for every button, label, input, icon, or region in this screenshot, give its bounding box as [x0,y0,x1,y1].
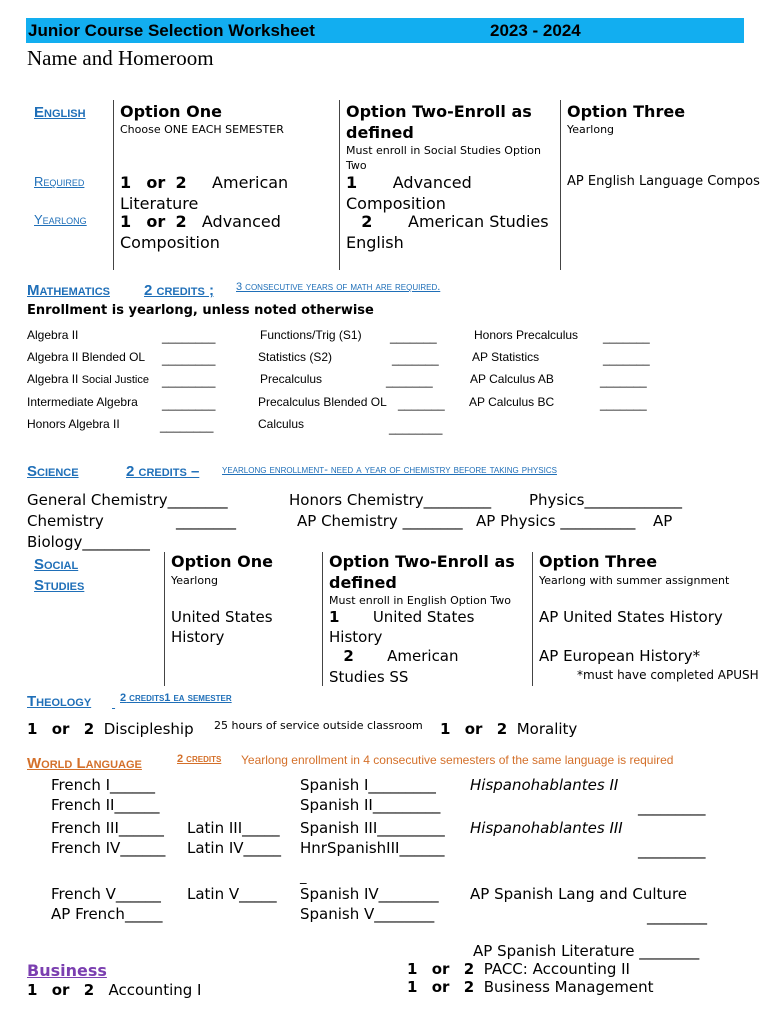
math-blank[interactable]: ________ [162,330,216,344]
theology-discipleship: 1 or 2 Discipleship [27,720,194,738]
math-course-algebra2: Algebra II [27,328,79,342]
lang-latin-3[interactable]: Latin III_____ [187,819,280,837]
english-option-one-line4: Composition [120,233,220,252]
math-course-ap-calculus-ab: AP Calculus AB [470,372,554,386]
lang-latin-4[interactable]: Latin IV_____ [187,839,282,857]
math-blank[interactable]: _______ [390,330,437,344]
math-heading: Mathematics [27,282,110,299]
english-required-label: Required [34,174,85,189]
english-option-one-line2: Literature [120,194,199,213]
math-course-precalculus-blended: Precalculus Blended OL [258,395,387,409]
theology-credits: 2 credits1 ea semester [120,692,232,704]
lang-french-4[interactable]: French IV______ [51,839,166,857]
math-blank[interactable]: _______ [603,330,650,344]
math-course-algebra2-sj: Algebra II Social Justice [27,372,149,386]
name-homeroom-label: Name and Homeroom [27,46,214,70]
social-option-two-line4: Studies SS [329,668,409,686]
math-blank[interactable]: ________ [162,374,216,388]
lang-stray-dash: _ [300,870,307,885]
social-option-one-line1: United States [171,608,273,626]
science-ap-biology-prefix: AP [653,512,673,530]
english-divider-2 [339,100,340,270]
lang-hispanohablantes-2-blank[interactable]: _________ [638,798,706,816]
lang-spanish-4[interactable]: Spanish IV________ [300,885,439,903]
english-option-three-line1: AP English Language Compos [567,174,760,189]
english-divider-1 [113,100,114,270]
math-blank[interactable]: ________ [162,352,216,366]
lang-honors-spanish-3[interactable]: HnrSpanishIII______ [300,839,445,857]
lang-french-3[interactable]: French III______ [51,819,164,837]
english-option-one-sub: Choose ONE EACH SEMESTER [120,123,284,136]
social-option-two-line3: 2 American [343,647,459,665]
science-biology[interactable]: Biology_________ [27,533,150,551]
english-yearlong-label: Yearlong [34,212,87,227]
social-option-three-note: *must have completed APUSH [577,668,759,682]
social-studies-heading-1: Social [34,556,79,573]
lang-ap-spanish-lang-blank[interactable]: ________ [647,907,707,925]
english-option-three-title: Option Three [567,102,686,121]
lang-ap-french[interactable]: AP French_____ [51,905,163,923]
english-option-two-sub-b: Two [346,159,367,172]
lang-french-1[interactable]: French I______ [51,776,156,794]
english-option-three-sub: Yearlong [567,123,615,136]
english-divider-3 [560,100,561,270]
english-option-one-line3: 1 or 2 Advanced [120,212,281,231]
science-credits: 2 credits – [126,463,200,480]
world-language-credits: 2 credits [177,753,222,765]
math-subheading: Enrollment is yearlong, unless noted otherwise [27,303,374,318]
science-ap-physics[interactable]: AP Physics __________ [476,512,636,530]
math-course-ap-statistics: AP Statistics [472,350,540,364]
social-option-two-title-a: Option Two-Enroll as [329,552,515,571]
english-option-two-title-a: Option Two-Enroll as [346,102,532,121]
english-option-two-title-b: defined [346,123,414,142]
social-divider-3 [532,552,533,686]
lang-spanish-3[interactable]: Spanish III_________ [300,819,445,837]
science-physics[interactable]: Physics_____________ [529,491,682,509]
science-honors-chemistry[interactable]: Honors Chemistry_________ [289,491,492,509]
social-option-one-line2: History [171,628,225,646]
theology-service-note: 25 hours of service outside classroom [214,719,423,732]
math-blank[interactable]: _______ [603,352,650,366]
science-chemistry: Chemistry [27,512,104,530]
math-blank[interactable]: _______ [600,397,647,411]
page-title: Junior Course Selection Worksheet [28,21,315,40]
lang-hispanohablantes-2: Hispanohablantes II [470,776,619,794]
social-option-one-title: Option One [171,552,273,571]
science-chemistry-blank[interactable]: ________ [176,512,236,530]
theology-morality: 1 or 2 Morality [440,720,578,738]
lang-hispanohablantes-3: Hispanohablantes III [470,819,623,837]
math-course-intermediate-algebra: Intermediate Algebra [27,395,138,409]
math-course-ap-calculus-bc: AP Calculus BC [469,395,555,409]
english-option-two-line4: English [346,233,404,252]
math-course-algebra2-blended: Algebra II Blended OL [27,350,146,364]
math-blank[interactable]: _______ [600,374,647,388]
social-option-two-line1: 1 United States [329,608,475,626]
science-general-chemistry[interactable]: General Chemistry________ [27,491,228,509]
english-option-one-title: Option One [120,102,222,121]
theology-underscore [112,698,115,710]
english-option-two-sub-a: Must enroll in Social Studies Option [346,144,542,157]
social-option-two-line2: History [329,628,383,646]
english-option-two-line3: 2 American Studies [361,212,549,231]
social-option-two-title-b: defined [329,573,397,592]
world-language-note: Yearlong enrollment in 4 consecutive semesters of the same language is required [241,753,674,767]
social-option-three-title: Option Three [539,552,658,571]
lang-ap-spanish-lang: AP Spanish Lang and Culture [470,885,688,903]
math-blank[interactable]: _______ [386,374,433,388]
world-language-heading: World Language [27,755,142,772]
math-course-calculus: Calculus [258,417,305,431]
lang-latin-5[interactable]: Latin V_____ [187,885,277,903]
math-blank[interactable]: _______ [392,352,439,366]
social-divider-1 [164,552,165,686]
english-option-one-line1: 1 or 2 American [120,173,289,192]
math-blank[interactable]: _______ [398,397,445,411]
lang-spanish-2[interactable]: Spanish II_________ [300,796,441,814]
english-option-two-line2: Composition [346,194,446,213]
lang-french-5[interactable]: French V______ [51,885,161,903]
math-credits: 2 credits ; [144,282,214,299]
social-option-one-sub: Yearlong [171,574,219,587]
social-option-three-sub: Yearlong with summer assignment [539,574,730,587]
english-heading: English [34,104,86,121]
lang-ap-spanish-literature[interactable]: AP Spanish Literature ________ [473,942,700,960]
math-course-honors-precalculus: Honors Precalculus [474,328,579,342]
math-blank[interactable]: ________ [162,397,216,411]
social-option-three-line2: AP European History* [539,647,701,665]
lang-spanish-1[interactable]: Spanish I_________ [300,776,436,794]
math-course-statistics: Statistics (S2) [258,350,333,364]
business-management: 1 or 2 Business Management [407,978,654,996]
social-studies-heading-2: Studies [34,577,85,594]
english-option-two-line1: 1 Advanced [346,173,472,192]
science-note: yearlong enrollment- need a year of chemistry before taking physics [222,464,557,476]
theology-heading: Theology [27,693,92,710]
lang-french-2[interactable]: French II______ [51,796,160,814]
social-divider-2 [322,552,323,686]
math-blank[interactable]: ________ [160,419,214,433]
lang-spanish-5[interactable]: Spanish V________ [300,905,435,923]
math-course-functions-trig: Functions/Trig (S1) [260,328,362,342]
science-heading: Science [27,463,79,480]
business-heading: Business [27,961,107,980]
math-course-honors-algebra2: Honors Algebra II [27,417,120,431]
lang-hispanohablantes-3-blank[interactable]: _________ [638,841,706,859]
math-blank[interactable]: ________ [389,421,443,435]
school-year: 2023 - 2024 [490,21,581,40]
science-ap-chemistry[interactable]: AP Chemistry ________ [297,512,463,530]
business-pacc-accounting-2: 1 or 2 PACC: Accounting II [407,960,630,978]
business-accounting-1: 1 or 2 Accounting I [27,981,202,999]
math-note: 3 consecutive years of math are required. [236,281,441,293]
social-option-two-sub: Must enroll in English Option Two [329,594,511,607]
math-course-precalculus: Precalculus [260,372,323,386]
social-option-three-line1: AP United States History [539,608,723,626]
